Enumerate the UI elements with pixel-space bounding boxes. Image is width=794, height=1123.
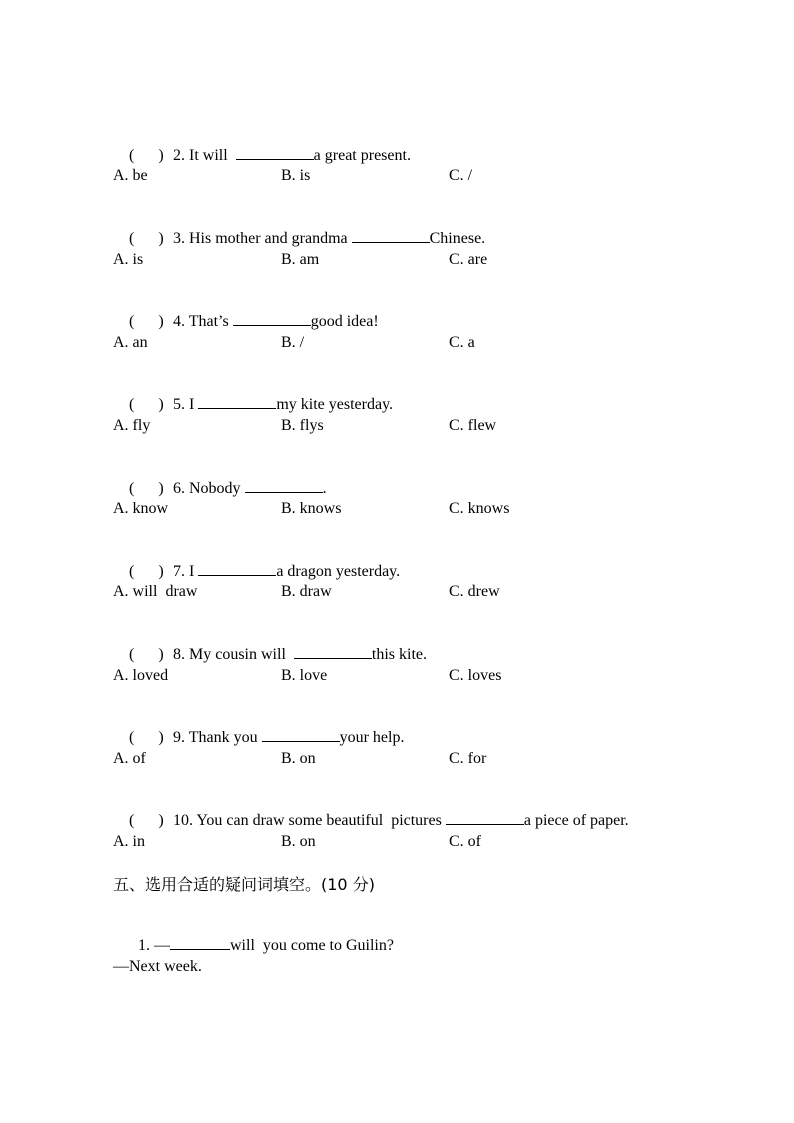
option-a: A. an	[113, 334, 148, 351]
question-text-end: a dragon yesterday.	[276, 563, 401, 580]
question-text-end: .	[322, 480, 327, 497]
answer-paren[interactable]: ( )	[129, 230, 164, 247]
option-a: A. in	[113, 833, 145, 850]
option-b: B. am	[281, 251, 320, 268]
question-text-end: a piece of paper.	[523, 812, 629, 829]
option-c: C. /	[449, 167, 473, 184]
option-b: B. flys	[281, 417, 324, 434]
question-4	[113, 291, 379, 352]
question-text-end: good idea!	[310, 313, 379, 330]
option-c: C. loves	[449, 667, 502, 684]
option-a: A. fly	[113, 417, 151, 434]
fill-blank[interactable]	[262, 727, 340, 742]
question-text: 6. Nobody	[173, 480, 245, 497]
fill-blank[interactable]	[233, 311, 311, 326]
question-text-end: a great present.	[313, 147, 411, 164]
question-text-end: this kite.	[371, 646, 427, 663]
option-b: B. knows	[281, 500, 342, 517]
question-text: 4. That’s	[173, 313, 233, 330]
option-a: A. will draw	[113, 583, 198, 600]
question-10	[113, 790, 629, 851]
option-b: B. draw	[281, 583, 332, 600]
option-c: C. drew	[449, 583, 500, 600]
answer-paren[interactable]: ( )	[129, 396, 164, 413]
option-c: C. for	[449, 750, 487, 767]
answer-paren[interactable]: ( )	[129, 563, 164, 580]
fill-blank[interactable]	[352, 228, 430, 243]
question-5	[113, 374, 393, 435]
fill-blank[interactable]	[170, 935, 230, 950]
option-b: B. /	[281, 334, 305, 351]
question-2	[113, 125, 411, 186]
question-text: 8. My cousin will	[173, 646, 294, 663]
question-text: 9. Thank you	[173, 729, 262, 746]
fill-blank[interactable]	[198, 394, 276, 409]
option-c: C. flew	[449, 417, 497, 434]
answer-paren[interactable]: ( )	[129, 147, 164, 164]
answer-paren[interactable]: ( )	[129, 480, 164, 497]
question-text: 5. I	[173, 396, 199, 413]
answer-paren[interactable]: ( )	[129, 646, 164, 663]
option-a: A. loved	[113, 667, 169, 684]
section5-answer-1: —Next week.	[113, 958, 202, 975]
question-text-end: your help.	[339, 729, 405, 746]
fill-blank[interactable]	[236, 145, 314, 160]
question-text: 2. It will	[173, 147, 236, 164]
answer-paren[interactable]: ( )	[129, 812, 164, 829]
option-b: B. on	[281, 833, 316, 850]
fill-blank[interactable]	[446, 810, 524, 825]
option-b: B. is	[281, 167, 311, 184]
question-text-end: my kite yesterday.	[276, 396, 394, 413]
fill-blank[interactable]	[198, 561, 276, 576]
fill-blank[interactable]	[294, 644, 372, 659]
question-text: 3. His mother and grandma	[173, 230, 352, 247]
question-text: 10. You can draw some beautiful pictures	[173, 812, 446, 829]
option-b: B. love	[281, 667, 328, 684]
option-c: C. a	[449, 334, 475, 351]
option-a: A. of	[113, 750, 146, 767]
option-b: B. on	[281, 750, 316, 767]
answer-paren[interactable]: ( )	[129, 729, 164, 746]
question-text-end: will you come to Guilin?	[230, 937, 394, 954]
option-a: A. is	[113, 251, 144, 268]
question-9	[113, 707, 404, 768]
fill-blank[interactable]	[245, 478, 323, 493]
option-a: A. be	[113, 167, 148, 184]
option-a: A. know	[113, 500, 169, 517]
option-c: C. knows	[449, 500, 510, 517]
section-title: 五、选用合适的疑问词填空。(10 分)	[113, 875, 375, 894]
option-c: C. of	[449, 833, 481, 850]
question-text-end: Chinese.	[429, 230, 486, 247]
question-text: 1. —	[138, 937, 170, 954]
option-c: C. are	[449, 251, 488, 268]
answer-paren[interactable]: ( )	[129, 313, 164, 330]
question-text: 7. I	[173, 563, 199, 580]
